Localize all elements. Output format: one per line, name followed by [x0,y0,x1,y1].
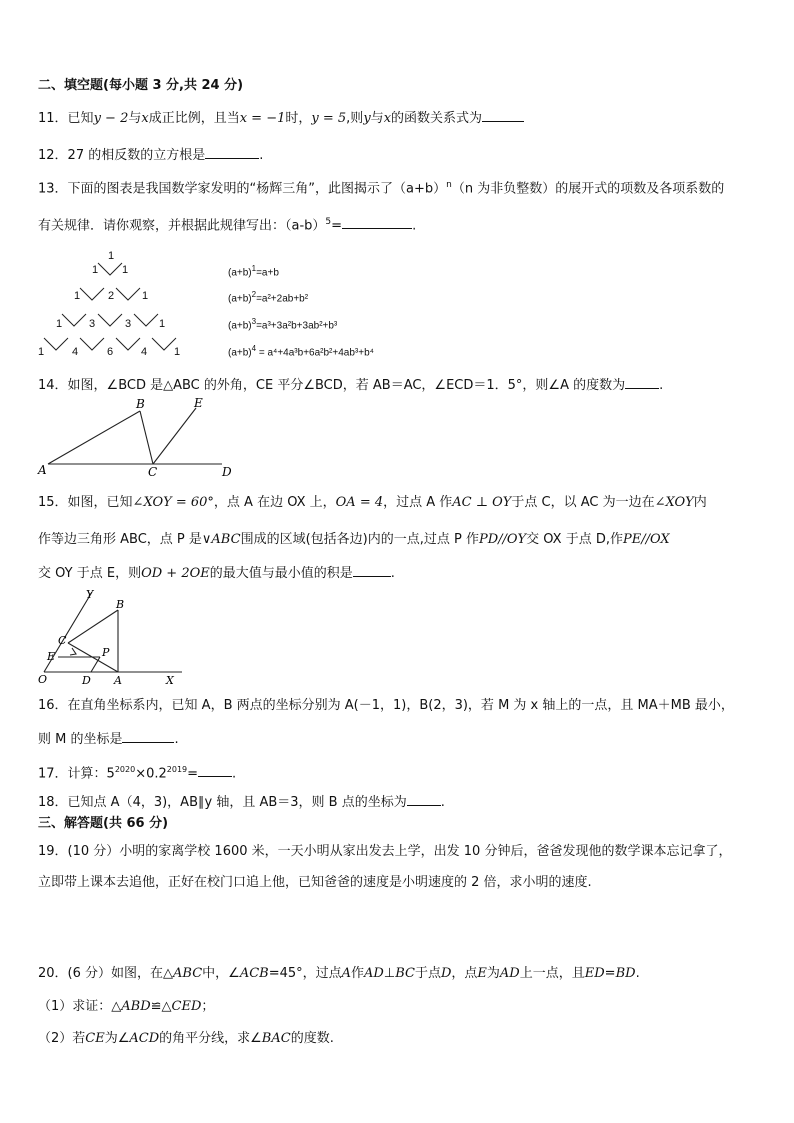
q11-text: 与 [370,111,384,126]
q20-text: 作 [351,966,365,981]
q20-expr: BC [395,966,415,981]
answer-blank[interactable] [407,791,441,806]
q11-expr: x = −1 [239,111,286,126]
triangle-number: 6 [107,346,114,358]
q20-expr: ABD [121,999,151,1014]
question-15-line-1 [38,493,707,513]
q15-text: 围成的区域(包括各边)内的一点,过点 P 作 [240,532,479,547]
triangle-number: 2 [108,290,115,302]
q11-text: 已知 [67,111,94,126]
label-x: X [166,674,174,686]
question-17 [38,760,236,784]
q20-text: 上一点，且 [519,966,585,981]
q11-text: 时， [285,111,312,126]
q17-text: 17．计算：5 [38,766,115,782]
label-d: D [222,465,232,478]
q20-text: ⊥ [383,966,396,981]
q20-expr: A [341,966,352,981]
triangle-number: 1 [92,264,99,276]
q18-text: 18．已知点 A（4，3)，AB∥y 轴，且 AB＝3，则 B 点的坐标为 [38,795,407,810]
label-b: B [116,598,125,611]
q13-sup-n: n [446,180,452,190]
q20-expr: ACB [239,966,269,981]
triangle-number: 1 [108,250,115,262]
answer-blank[interactable] [353,562,391,577]
q20-expr: BD [615,966,636,981]
answer-blank[interactable] [342,214,412,229]
label-e: E [194,396,203,410]
label-a: A [38,463,47,477]
q17-text: = [187,766,199,782]
q15-expr: PE//OX [622,532,670,547]
q15-text: 交 OX 于点 D,作 [526,532,623,547]
line-bc [140,411,153,464]
q20-expr: CED [171,999,202,1014]
q20-text: . [635,966,640,981]
label-e: E [47,650,56,663]
formula-power: 3 [251,317,257,326]
formula-lhs: (a+b) [228,320,252,332]
line-ab [48,411,140,464]
q13-text: 有关规律．请你观察，并根据此规律写出：（a-b） [38,218,326,234]
q11-text: 成正比例，且当 [148,111,240,126]
label-y: Y [86,588,94,601]
question-14 [38,374,663,396]
q15-expr: OA = 4 [335,495,384,510]
formula-rhs: =a²+2ab+b² [256,293,309,305]
q17-exponent: 2019 [166,765,188,774]
q15-expr: OD + 2OE [141,566,210,581]
triangle-number: 1 [159,318,166,330]
q20-text: ； [201,999,215,1014]
q20-text: 为∠ [104,1031,130,1046]
q12-text: 27 的相反数的立方根是 [67,148,206,163]
q15-text: 内 [693,495,707,510]
q15-text: 的最大值与最小值的积是 [209,566,353,581]
triangle-number: 1 [142,290,149,302]
q15-expr: ∨ABC [201,532,241,547]
triangle-number: 3 [125,318,132,330]
q20-expr: AD [499,966,520,981]
question-20-part-2 [38,1029,334,1049]
q11-expr: y [363,111,371,126]
formula-rhs: = a⁴+4a³b+6a²b²+4ab³+b⁴ [256,347,374,359]
q11-text: 的函数关系式为 [391,111,483,126]
question-11 [38,107,524,129]
q15-text: ，点 A 在边 OX 上， [213,495,336,510]
q15-text: 作等边三角形 ABC，点 P 是 [38,532,202,547]
question-15-line-3 [38,562,395,584]
label-p: P [102,646,110,659]
q20-text: ，点 [451,966,478,981]
question-13-line-2 [38,212,416,236]
yanghui-triangle [36,250,196,365]
label-b: B [136,397,145,411]
q12-end: . [259,148,264,163]
q20-expr: CE [85,1031,105,1046]
line-bc [68,610,118,643]
q15-end: . [390,566,395,581]
q15-expr: AC ⊥ OY [452,495,512,510]
triangle-number: 1 [122,264,129,276]
triangle-number: 4 [141,346,148,358]
formula-lhs: (a+b) [228,267,252,279]
q15-expr: ∠XOY [654,495,694,510]
q14-text: 14．如图，∠BCD 是△ABC 的外角，CE 平分∠BCD，若 AB＝AC，∠ECD＝1．5°，则∠A 的度数为 [38,378,626,393]
triangle-number: 1 [174,346,181,358]
q20-expr: ACD [129,1031,160,1046]
q15-expr: PD//OY [478,532,527,547]
q15-expr: ∠XOY = 60° [132,495,214,510]
right-angle-mark [70,648,76,655]
triangle-number: 1 [38,346,45,358]
answer-blank[interactable] [205,144,259,159]
q20-expr: BAC [261,1031,291,1046]
q11-text: 与 [128,111,142,126]
triangle-number: 1 [56,318,63,330]
q20-text: 20．(6 分）如图，在△ [38,966,174,981]
formula-lhs: (a+b) [228,293,252,305]
formula-power: 2 [251,290,257,299]
binomial-formula [228,290,308,304]
q20-expr: D [440,966,452,981]
question-15-line-2 [38,530,670,550]
q11-number: 11． [38,111,68,126]
q17-text: ×0.2 [135,766,167,782]
q18-end: . [440,795,445,810]
line-ce [153,408,196,464]
question-13-line-1 [38,175,724,199]
q12-number: 12． [38,148,68,163]
section-3-heading: 三、解答题(共 66 分) [38,816,169,831]
triangle-connector-lines [36,250,196,365]
q20-expr: AD [364,966,384,981]
q14-end: . [659,378,664,393]
q20-expr: E [477,966,487,981]
q11-expr: x [383,111,392,126]
q13-sup-5: 5 [325,217,332,227]
q20-text: 的度数. [290,1031,334,1046]
figure-15 [34,586,194,686]
formula-rhs: =a³+3a²b+3ab²+b³ [256,320,338,332]
q17-end: . [232,766,237,782]
label-c: C [58,634,67,647]
formula-rhs: =a+b [256,267,279,279]
q20-expr: ABC [173,966,203,981]
formula-lhs: (a+b) [228,347,252,359]
triangle-number: 4 [72,346,79,358]
q11-text: ,则 [346,111,364,126]
question-20-part-1 [38,997,214,1017]
question-16-line-2 [38,728,179,750]
q20-expr: ED [584,966,605,981]
section-2-heading: 二、填空题(每小题 3 分,共 24 分) [38,78,244,93]
q13-text: 13．下面的图表是我国数学家发明的“杨辉三角”，此图揭示了（a+b） [38,181,447,197]
figure-14 [34,394,244,478]
q15-text: ，过点 A 作 [383,495,453,510]
answer-blank[interactable] [198,762,232,777]
q20-text: ≌△ [150,999,172,1014]
question-19-line-1: 19．(10 分）小明的家离学校 1600 米，一天小明从家出发去上学，出发 10 分钟后，爸爸发现他的数学课本忘记拿了， [38,844,732,859]
triangle-number: 1 [74,290,81,302]
q20-text: （2）若 [38,1031,86,1046]
label-o: O [38,673,48,686]
label-c: C [148,465,158,478]
formula-power: 4 [251,344,257,353]
question-12 [38,144,263,166]
q16-end: . [174,732,179,747]
binomial-formula [228,317,337,331]
q15-text: 15．如图，已知 [38,495,133,510]
q20-text: =45°，过点 [268,966,342,981]
q15-text: 于点 C，以 AC 为一边在 [511,495,655,510]
answer-blank[interactable] [625,374,659,389]
answer-blank[interactable] [482,107,524,122]
triangle-number: 3 [89,318,96,330]
q20-text: = [604,966,616,981]
q11-expr: x [141,111,149,126]
q20-text: 为 [486,966,500,981]
q13-end: . [412,218,417,234]
q13-equals: = [331,218,343,234]
q15-text: 交 OY 于点 E，则 [38,566,142,581]
answer-blank[interactable] [122,728,174,743]
question-19-line-2: 立即带上课本去追他，正好在校门口追上他，已知爸爸的速度是小明速度的 2 倍，求小明的速度. [38,875,592,890]
q20-text: 的角平分线，求∠ [159,1031,262,1046]
question-16-line-1: 16．在直角坐标系内，已知 A，B 两点的坐标分别为 A(－1，1)，B(2，3)，若 M 为 x 轴上的一点，且 MA＋MB 最小， [38,698,734,713]
q20-text: 于点 [414,966,441,981]
question-20 [38,964,640,984]
q20-text: 中，∠ [202,966,240,981]
q20-text: （1）求证：△ [38,999,122,1014]
binomial-formula [228,264,279,278]
q16-text: 则 M 的坐标是 [38,732,123,747]
label-d: D [82,674,91,686]
formula-power: 1 [251,264,257,273]
q17-exponent: 2020 [114,765,136,774]
question-18 [38,791,445,813]
binomial-formula [228,344,374,358]
q11-expr: y − 2 [93,111,129,126]
label-a: A [114,674,122,686]
q11-expr: y = 5 [311,111,347,126]
q13-text: （n 为非负整数）的展开式的项数及各项系数的 [451,181,725,197]
